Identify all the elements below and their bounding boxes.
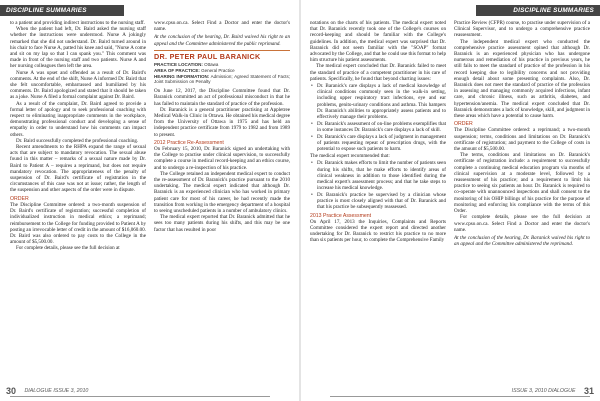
meta-practice-location: PRACTICE LOCATION: Ottawa [154,62,219,68]
page-31-column-2 [454,20,590,375]
magazine-issue: ISSUE 3, 2010 DIALOGUE [511,387,576,394]
paragraph: to a patient and providing indirect instructions to the nursing staff. [10,20,146,26]
paragraph: Practice Review (CFPR) course, to practise under supervision of a Clinical Supervisor, and to undergo a comprehensive practice reassessment. [454,20,590,39]
paragraph: On June 12, 2017, the Discipline Committee found that Dr. Baranick committed an act of professional misconduct in that he has failed to maintain the standard of practice of the profession. [154,88,290,107]
recommendations-list [310,160,446,210]
paragraph: Dr. Baird successfully completed the professional coaching. [16,137,139,144]
page-30-column-1 [10,20,146,375]
page-30-columns [10,20,290,375]
paragraph: For complete details, please see the full decision at www.cpso.on.ca. Select Find a Doctor and enter the doctor's name. [454,214,590,233]
paragraph: The medical expert recommended that: [310,153,390,160]
paragraph: On April 17, 2013 the Inquiries, Complaints and Reports Committee considered the expert report and directed another undertaking for Dr. Baranick to restrict his practice to no more than six patients per hour, to complete the Comprehensive Family [310,218,446,244]
order-heading: ORDER [454,121,473,128]
page-30-column-2 [154,20,290,375]
subheading-2012: 2012 Practice Re-Assessment [154,139,224,146]
footer-right [508,382,594,395]
paragraph: The independent medical expert who conducted the comprehensive practice assessment opined that although Dr. Baranick is an experienced physician who has undergone numerous and remediation of his practice in previous years, he still fails to meet the standard of practice of the profession in his record keeping due to legibility concerns and not providing enough detail about some presenting complaints. Also, Dr. Baranick does not meet the standard of practice of the profession in assessing and managing commonly acquired infections, infant care, and chronic illness, such as arthritis, diabetes, and hypertension/anemia. The medical expert concluded that Dr. Baranick demonstrates a lack of knowledge, skill, and judgment in these areas which have a potential to cause harm. [454,38,590,120]
footer-rule [330,396,590,397]
paragraph: Dr. Baranick is a general practitioner practising at Appletree Medical Walk-in Clinic in Ottawa. He obtained his medical degree from the University of Ottawa in 1975 and has held an independent practice certificate from 1979 to 1982 and from 1989 to present. [154,106,290,138]
hearing-conclusion-note: At the conclusion of the hearing, Dr. Baranick waived his right to an appeal and the Committee administered the reprimand. [454,234,590,248]
paragraph: For complete details, please see the full decision at [16,245,120,252]
list-item: • Dr. Baranick's practice be supervised by a clinician whose practice is most closely aligned with that of Dr. Baranick and that his practice be subsequently reassessed. [317,192,446,211]
meta-hearing-information: HEARING INFORMATION: Admission; Agreed Statement of Facts; Joint Submission on Penalty [154,73,290,85]
footer-left [6,382,92,395]
page-number: 31 [583,385,594,396]
paragraph: notations on the charts of his patients. The medical expert noted that Dr. Baranick recently took one of the College's courses on record-keeping and should be familiar with the College's guidelines. In addition, the medical expert was surprised that Dr. Baranick did not seem familiar with the "SOAP" format advocated by the College, and that he could use this format to help him structure his patient assessments. [310,20,446,64]
list-item: • Dr. Baranick's care displays a lack of judgment in management of patients requesting repeat of prescription drugs, with the potential to expose such patients to harm. [317,134,446,153]
meta-area-of-practice: AREA OF PRACTICE: General Practice [154,67,235,73]
section-header-left: DISCIPLINE SUMMARIES [0,5,124,16]
paragraph: The terms, conditions and limitations on Dr. Baranick's certificate of registration include: a requirement to successfully complete a continuing medical education program via months of clinical supervision at a moderate level, followed by a reassessment of his practice; and a requirement to limit his practice to seeing six patients an hour. Dr. Baranick is required to co-operate with unannounced inspections and shall consent to the monitoring of his OHIP billings of his practice for the purpose of monitoring and enforcing his compliance with the terms of this Order. [454,152,590,215]
page-number: 30 [6,385,17,396]
footer-rule [10,396,270,397]
paragraph: As a result of the complaint, Dr. Baird agreed to provide a formal letter of apology and to seek professional coaching with respect to eliminating inappropriate comments in the workplace, demonstrating professional conduct and developing a sense of empathy in order to understand how his comments can impact others. [10,100,146,138]
list-item: • Dr. Baranick's assessment of on-line problems exemplifies that in some instances Dr. Baranick's care displays a lack of skill. [317,121,446,133]
page-31-columns [310,20,590,375]
paragraph: Recent amendments to the RHPA expand the range of sexual acts that are subject to mandatory revocation. The sexual abuse found in this matter – remarks of a sexual nature made by Dr. Baird to Patient A – requires a reprimand, but does not require mandatory revocation. The appropriateness of the penalty of suspension of Dr. Baird's certificate of registration in the circumstances of this case was not at issue; rather, the length of the suspension and other aspects of the order were in dispute. [10,144,146,194]
paragraph: When the patient had left, Dr. Baird asked the nursing staff whether the instructions were understood. Nurse A jokingly remarked that she did not understand. Dr. Baird turned around in his chair to face Nurse A, patted his knee and said, "Nurse A come and sit on my lap so that I can spank you." This comment was made in front of the nursing staff and two patients. Nurse A and her nursing colleagues then left the area. [10,26,146,70]
list-item: • Dr. Baranick makes efforts to limit the number of patients seen during his shifts, that he make efforts to identify areas of clinical weakness in addition to those identified during the medical expert's assessment process; and that he take steps to increase his medical knowledge. [317,160,446,191]
hearing-conclusion-note: At the conclusion of the hearing, Dr. Baird waived his right to an appeal and the Committee administered the public reprimand. [154,34,290,47]
list-item: • Dr. Baranick's care displays a lack of medical knowledge of clinical conditions commonly seen in the walk-in setting, including upper respiratory tract infections, eye and ear problems, genito-urinary conditions and asthma. This hampers Dr. Baranick's abilities to appropriately assess patients and to effectively manage their problems. [317,83,446,120]
section-header-right: DISCIPLINE SUMMARIES [476,5,600,16]
order-heading: ORDER [10,195,29,202]
paragraph: The medical expert reported that Dr. Baranick admitted that he sees too many patients during his shifts, and this may be one factor that has resulted in poor [154,214,290,233]
magazine-issue: DIALOGUE ISSUE 3, 2010 [24,387,89,394]
page-31-column-1 [310,20,446,375]
paragraph: The College retained an independent medical expert to conduct the re-assessment of Dr. Baranick's practice pursuant to the 2010 undertaking. The medical expert indicated that although Dr. Baranick is an experienced clinician who has worked in primary patient care for most of his career, he had recently made the transition from working in the emergency department of a hospital to seeing unscheduled patients in a number of ambulatory clinics. [154,170,290,215]
paragraph: On February 15, 2010, Dr. Baranick signed an undertaking with the College to practise under clinical supervision, to successfully complete a course in medical record-keeping and an ethics course, and to undergo a re-inspection of his practice. [154,146,290,171]
findings-list [310,83,446,152]
paragraph: The medical expert concluded that Dr. Baranick failed to meet the standard of practice of a competent practitioner in his care of patients. Specifically, he found that beyond charting issues: [310,63,446,82]
subheading-2013: 2013 Practice Assessment [310,212,372,219]
page-31 [300,0,600,401]
section-divider [154,50,290,51]
paragraph: The Discipline Committee ordered: a two-month suspension of Dr. Baird's certificate of registration; successful completion of individualized instruction in medical ethics; a reprimand; reimbursement to the College for funding provided to Patient A by posting an irrevocable letter of credit in the amount of $16,060.00. Dr. Baird was also ordered to pay costs to the College in the amount of $5,500.00. [10,201,146,246]
paragraph: Nurse A was upset and offended as a result of Dr. Baird's comments. At the end of the shift, Nurse A informed Dr. Baird that she felt uncomfortable, embarrassed and humiliated by his comments. Dr. Baird apologized and stated that it should be taken as a joke. Nurse A filed a formal complaint against Dr. Baird. [10,69,146,101]
paragraph: The Discipline Committee ordered: a reprimand; a two-month suspension; terms, conditions and limitations on Dr. Baranick's certificate of registration; and payment to the College of costs in the amount of $5,500.00. [454,127,590,153]
paragraph: www.cpso.on.ca. Select Find a Doctor and enter the doctor's name. [154,20,290,33]
doctor-name-heading: DR. PETER PAUL BARANICK [154,51,261,61]
